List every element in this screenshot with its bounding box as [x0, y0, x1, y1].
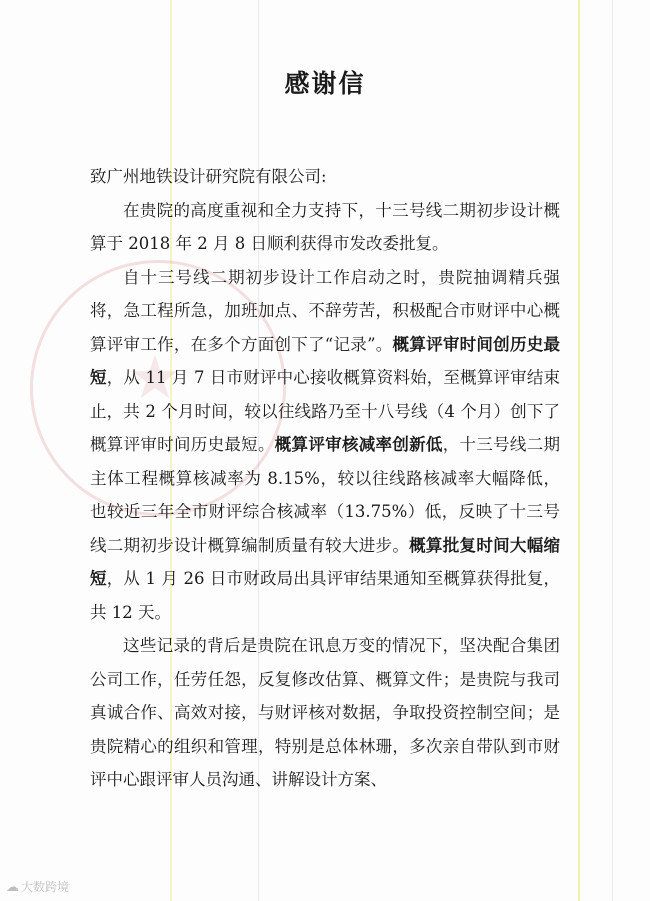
bold-highlight-text: 概算评审核减率创新低 [274, 435, 443, 454]
letter-paragraph [90, 261, 560, 630]
bold-highlight-text: 概算批复时间大幅缩短 [90, 535, 561, 588]
letter-paragraph [90, 629, 560, 797]
watermark [6, 878, 69, 895]
scan-artifact-line [578, 0, 580, 901]
seal-star-icon: ★ [128, 343, 182, 413]
letter-body [90, 160, 560, 797]
paragraph-text: ，从 1 月 26 日市财政局出具评审结果通知至概算获得批复，共 12 天。 [90, 569, 560, 622]
paragraph-text: ，从 11 月 7 日市财评中心接收概算资料始，至概算评审结束止，共 2 个月时间，较以往线路乃至十八号线（4 个月）创下了概算评审时间历史最短。 [90, 368, 560, 454]
paragraph-text: ，十三号线二期主体工程概算核减率为 8.15%，较以往线路核减率大幅降低，也较近三年全市财评综合核减率（13.75%）低，反映了十三号线二期初步设计概算编制质量有较大进步。 [90, 435, 561, 555]
paragraph-text: 自十三号线二期初步设计工作启动之时，贵院抽调精兵强将，急工程所急，加班加点、不辞劳苦，积极配合市财评中心概算评审工作，在多个方面创下了“记录”。 [90, 267, 560, 354]
bold-highlight-text: 概算评审时间创历史最短 [90, 334, 560, 387]
letter-paragraph [90, 194, 560, 261]
paragraph-text: 这些记录的背后是贵院在讯息万变的情况下，坚决配合集团公司工作，任劳任怨，反复修改估算、概算文件；是贵院与我司真诚合作、高效对接，与财评核对数据，争取投资控制空间；是贵院精心的组织和管理，特别是总体林珊，多次亲自带队到市财评中心跟评审人员沟通、讲解设计方案、 [90, 636, 560, 789]
logo-icon: ☁ [6, 880, 19, 895]
letter-paragraphs [90, 194, 560, 797]
scan-artifact-line [612, 0, 613, 901]
watermark-text: 大数跨境 [21, 880, 70, 894]
letter-salutation: 致广州地铁设计研究院有限公司: [90, 167, 327, 186]
paragraph-text: 在贵院的高度重视和全力支持下，十三号线二期初步设计概算于 2018 年 2 月 8 日顺利获得市发改委批复。 [90, 200, 560, 253]
letter-title: 感谢信 [284, 69, 366, 98]
